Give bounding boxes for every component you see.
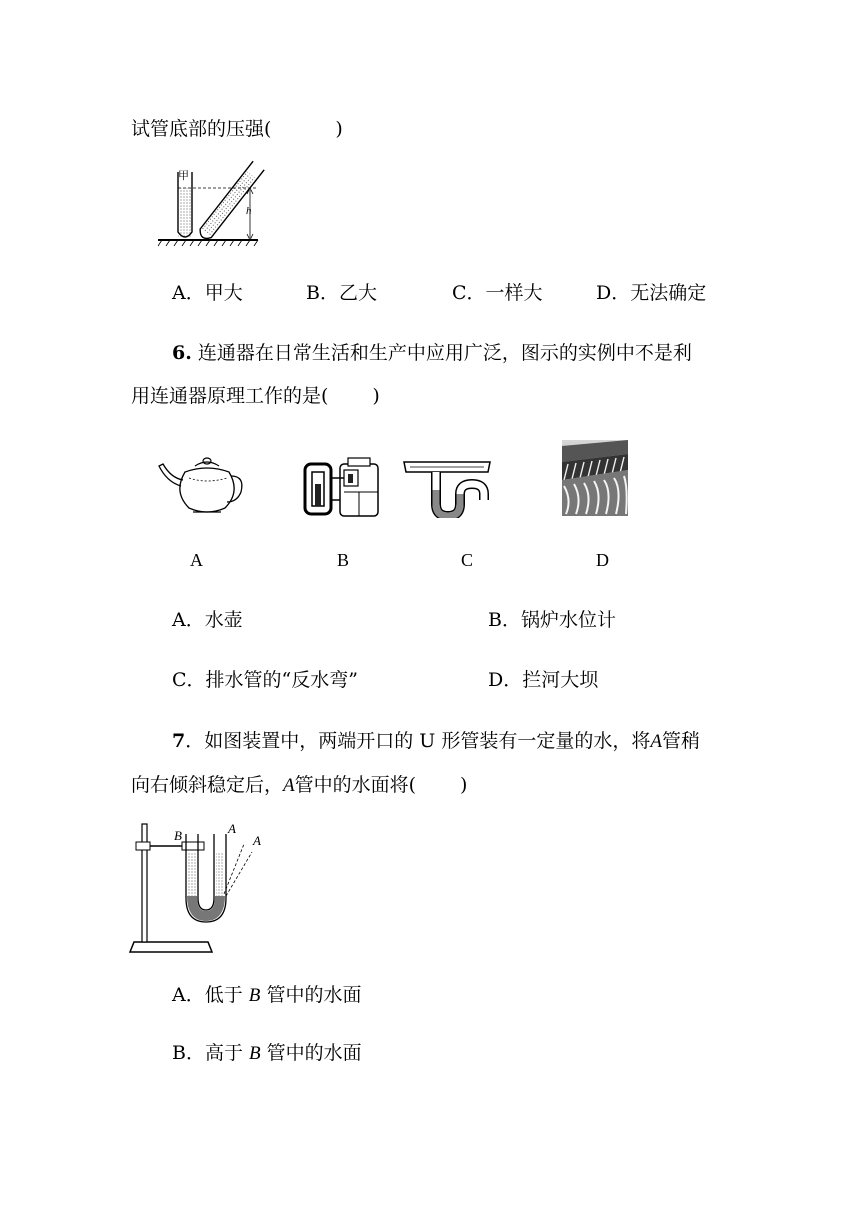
- q7-var-a: A: [650, 731, 662, 752]
- q7-option-b-var: B: [249, 1043, 261, 1064]
- tube-label-a1: A: [228, 821, 236, 836]
- image-label-c: C: [461, 550, 474, 570]
- q7-stem-text2: 向右倾斜稳定后，: [131, 774, 284, 796]
- tube-label-b: B: [174, 828, 182, 843]
- q5-option-b[interactable]: B．乙大: [306, 282, 377, 304]
- q7-option-b-text2: 管中的水面: [266, 1042, 362, 1064]
- tube-label-jia: 甲: [178, 170, 189, 182]
- teapot-image: [155, 452, 247, 518]
- drain-trap-image: [402, 460, 496, 518]
- q6-stem-line1: [172, 341, 692, 365]
- q7-number: 7: [172, 730, 186, 752]
- q7-stem-line1: [172, 729, 700, 754]
- q5-option-a[interactable]: A．甲大: [172, 282, 243, 304]
- q7-stem-text2b: 管中的水面将(: [294, 774, 417, 796]
- q5-stem-close: ): [335, 118, 343, 140]
- q7-option-a-var: B: [248, 985, 261, 1006]
- boiler-gauge-image: [302, 456, 384, 518]
- q5-option-d[interactable]: D．无法确定: [596, 282, 707, 304]
- q7-stem-line2: [131, 773, 467, 798]
- q5-stem-tail: [131, 117, 343, 141]
- image-label-d: D: [596, 550, 609, 570]
- q5-test-tube-figure: [150, 160, 270, 250]
- image-label-b: B: [337, 550, 350, 570]
- q7-option-b[interactable]: [172, 1041, 362, 1066]
- q5-stem-text: 试管底部的压强(: [131, 118, 272, 140]
- q6-option-c[interactable]: C．排水管的“反水弯”: [172, 669, 358, 691]
- q7-stem-close: ): [460, 774, 468, 796]
- image-label-a: A: [190, 550, 203, 570]
- q6-stem-text1: 连通器在日常生活和生产中应用广泛，图示的实例中不是利: [197, 342, 692, 364]
- q7-option-b-text: B．高于: [172, 1042, 243, 1064]
- q7-var-a2: A: [283, 775, 295, 796]
- q6-stem-close: ): [372, 385, 380, 407]
- q7-option-a-text2: 管中的水面: [266, 984, 362, 1006]
- q6-option-b[interactable]: B．锅炉水位计: [488, 609, 616, 631]
- q6-stem-text2: 用连通器原理工作的是(: [131, 385, 329, 407]
- height-label: h: [246, 205, 252, 217]
- q7-stem-text1: ．如图装置中，两端开口的 U 形管装有一定量的水，将: [185, 730, 651, 752]
- q7-option-a-text: A．低于: [172, 984, 243, 1006]
- q6-option-d[interactable]: D．拦河大坝: [488, 669, 599, 691]
- dam-photo-image: [562, 440, 628, 516]
- q6-number: 6.: [172, 342, 192, 364]
- tube-label-a2: A: [253, 833, 261, 848]
- q6-stem-line2: [131, 384, 380, 408]
- q7-option-a[interactable]: [172, 983, 361, 1008]
- q7-stem-text1b: 管稍: [661, 730, 700, 752]
- q5-option-c[interactable]: C．一样大: [452, 282, 543, 304]
- q6-option-a[interactable]: A．水壶: [172, 609, 243, 631]
